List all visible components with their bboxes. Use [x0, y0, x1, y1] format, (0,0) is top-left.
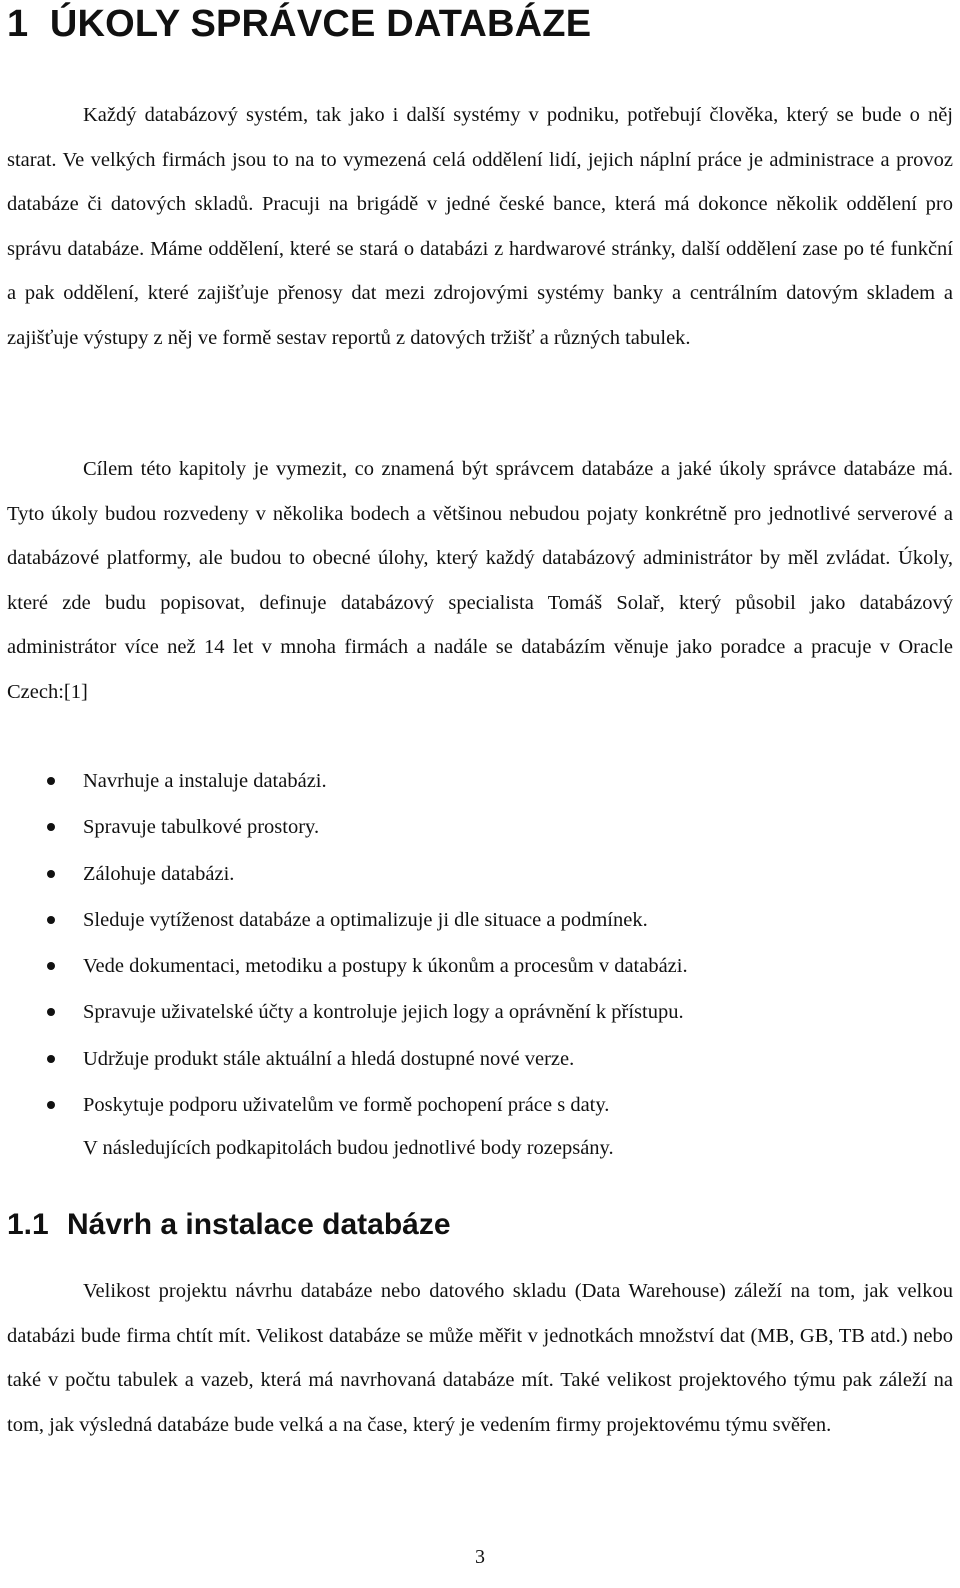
list-item-text: Poskytuje podporu uživatelům ve formě pochopení práce s daty. [83, 1094, 610, 1117]
list-item-text: Vede dokumentaci, metodiku a postupy k úkonům a procesům v databázi. [83, 955, 688, 978]
chapter-number: 1 [7, 3, 29, 45]
section-number: 1.1 [7, 1208, 49, 1241]
list-item-text: Zálohuje databázi. [83, 862, 235, 885]
section-title: Návrh a instalace databáze [67, 1208, 451, 1241]
chapter-title: ÚKOLY SPRÁVCE DATABÁZE [49, 3, 592, 45]
section-paragraph: Velikost projektu návrhu databáze nebo datového skladu (Data Warehouse) záleží na tom, jak velkou databázi bude firma chtít mít. Velikost databáze se může měřit v jednotkách množství dat (MB, GB, TB atd.) nebo také v počtu tabulek a vazeb, která má navrhovaná databáze mít. Také velikost projektového týmu pak záleží na tom, jak výsledná databáze bude velká a na čase, který je vedením firmy projektovému týmu svěřen. [7, 1280, 953, 1436]
list-item [7, 1082, 953, 1128]
list-item-text: Sleduje vytíženost databáze a optimalizuje ji dle situace a podmínek. [83, 908, 648, 931]
bullet-icon [47, 823, 55, 831]
bullet-icon [47, 1101, 55, 1109]
bullet-icon [47, 962, 55, 970]
bullet-icon [47, 870, 55, 878]
list-item [7, 943, 953, 989]
closing-line: V následujících podkapitolách budou jednotlivé body rozepsány. [83, 1137, 614, 1159]
list-item-text: Navrhuje a instaluje databázi. [83, 770, 327, 792]
bullet-icon [47, 1055, 55, 1063]
section-heading [7, 1203, 451, 1247]
intro-paragraph: Každý databázový systém, tak jako i další systémy v podniku, potřebují člověka, který se bude o něj starat. Ve velkých firmách jsou to na to vymezená celá oddělení lidí, jejich náplní práce je administrace a provoz databáze či datových skladů. Pracuji na brigádě v jedné české bance, která má dokonce několik oddělení pro správu databáze. Máme oddělení, které se stará o databázi z hardwarové stránky, další oddělení zase po té funkční a pak oddělení, které zajišťuje přenosy dat mezi zdrojovými systémy banky a centrálním datovým skladem a zajišťuje výstupy z něj ve formě sestav reportů z datových tržišť a různých tabulek. [7, 104, 953, 349]
list-item-text: Spravuje tabulkové prostory. [83, 816, 320, 839]
chapter-heading [7, 0, 591, 48]
list-item [7, 804, 953, 850]
list-item-text: Udržuje produkt stále aktuální a hledá dostupné nové verze. [83, 1047, 575, 1070]
list-item [7, 1036, 953, 1082]
list-item [7, 758, 953, 804]
list-item [7, 851, 953, 897]
bullet-icon [47, 916, 55, 924]
bullet-icon [47, 1008, 55, 1016]
list-item [7, 989, 953, 1035]
dba-task-list [7, 758, 953, 1128]
page-number: 3 [475, 1546, 485, 1568]
list-item-text: Spravuje uživatelské účty a kontroluje jejich logy a oprávnění k přístupu. [83, 1001, 684, 1024]
list-item [7, 897, 953, 943]
bullet-icon [47, 777, 55, 785]
goal-paragraph: Cílem této kapitoly je vymezit, co znamená být správcem databáze a jaké úkoly správce databáze má. Tyto úkoly budou rozvedeny v několika bodech a většinou nebudou pojaty konkrétně pro jednotlivé serverové a databázové platformy, ale budou to obecné úlohy, který každý databázový administrátor by měl zvládat. Úkoly, které zde budu popisovat, definuje databázový specialista Tomáš Solař, který působil jako databázový administrátor více než 14 let v mnoha firmách a nadále se databázím věnuje jako poradce a pracuje v Oracle Czech:[1] [7, 458, 953, 703]
